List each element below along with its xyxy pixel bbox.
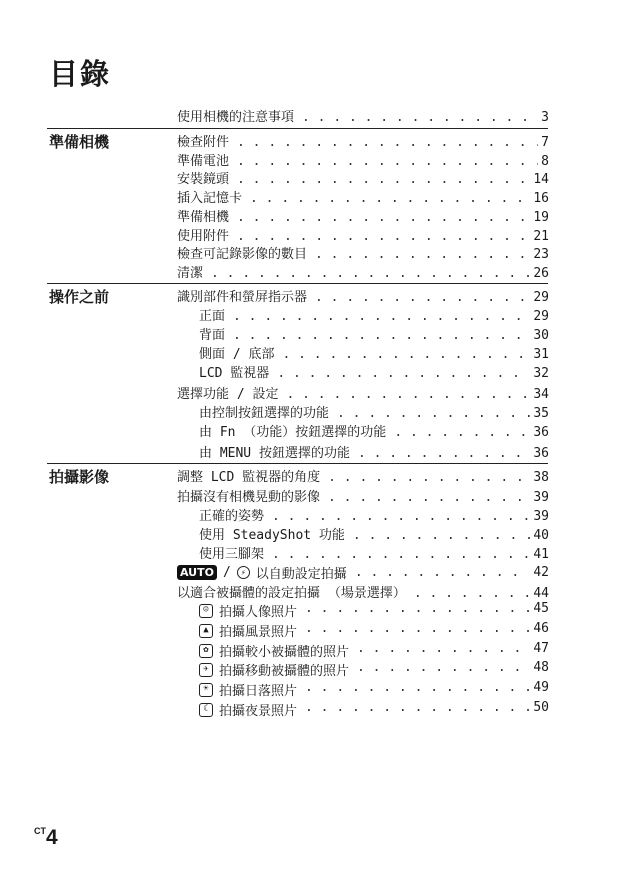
toc-entry-page: 26 bbox=[533, 266, 549, 281]
toc-entry[interactable] bbox=[177, 187, 549, 205]
dot-leader bbox=[233, 328, 530, 343]
toc-entry-label: 清潔 bbox=[177, 266, 204, 281]
toc-entry-page: 39 bbox=[533, 490, 549, 505]
dot-leader bbox=[277, 366, 530, 381]
toc-entry-label: 拍攝夜景照片 bbox=[219, 704, 298, 719]
toc-entry-page: 23 bbox=[533, 247, 549, 262]
section-divider bbox=[47, 463, 548, 464]
toc-entry-label: 檢查附件 bbox=[177, 135, 230, 150]
toc-entry-label: 選擇功能 / 設定 bbox=[177, 387, 279, 402]
toc-entry-label: 拍攝日落照片 bbox=[219, 684, 298, 699]
toc-entry[interactable] bbox=[177, 106, 549, 124]
toc-entry-label: 檢查可記錄影像的數目 bbox=[177, 247, 308, 262]
toc-entry-page: 46 bbox=[533, 621, 549, 636]
toc-entry[interactable] bbox=[177, 243, 549, 261]
toc-entry[interactable] bbox=[177, 150, 549, 168]
toc-entry-label: 拍攝沒有相機晃動的影像 bbox=[177, 490, 321, 505]
toc-entry-label: 調整 LCD 監視器的角度 bbox=[177, 470, 321, 485]
toc-entry-label: 由 MENU 按鈕選擇的功能 bbox=[199, 446, 350, 461]
toc-entry-page: 32 bbox=[533, 366, 549, 381]
separator: / bbox=[222, 565, 231, 580]
section-divider bbox=[47, 283, 548, 284]
dot-leader bbox=[305, 621, 530, 636]
toc-entry-label: 識別部件和螢屏指示器 bbox=[177, 290, 308, 305]
toc-entry-page: 8 bbox=[541, 154, 549, 169]
toc-entry[interactable] bbox=[177, 582, 549, 600]
toc-subentry[interactable] bbox=[199, 421, 549, 439]
toc-entry[interactable] bbox=[177, 286, 549, 304]
toc-entry-page: 36 bbox=[533, 425, 549, 440]
toc-subentry[interactable] bbox=[199, 524, 549, 542]
toc-subentry[interactable] bbox=[199, 660, 549, 678]
toc-entry-page: 48 bbox=[533, 660, 549, 675]
toc-entry-page: 42 bbox=[533, 565, 549, 580]
dot-leader bbox=[357, 641, 530, 656]
toc-entry-label: 使用 SteadyShot 功能 bbox=[199, 528, 345, 543]
toc-subentry[interactable] bbox=[199, 402, 549, 420]
toc-entry-page: 19 bbox=[533, 210, 549, 225]
toc-entry-page: 29 bbox=[533, 309, 549, 324]
section-title-prepare: 準備相機 bbox=[49, 133, 110, 151]
toc-subentry[interactable] bbox=[199, 641, 549, 659]
toc-entry-label: 側面 / 底部 bbox=[199, 347, 275, 362]
dot-leader bbox=[305, 601, 530, 616]
dot-leader bbox=[233, 309, 530, 324]
dot-leader bbox=[414, 586, 531, 601]
toc-entry-page: 14 bbox=[533, 172, 549, 187]
dot-leader bbox=[305, 700, 530, 715]
macro-scene-icon: ✿ bbox=[199, 644, 213, 658]
dot-leader bbox=[328, 490, 530, 505]
dot-leader bbox=[355, 565, 531, 580]
sunset-scene-icon: ☀ bbox=[199, 683, 213, 697]
toc-subentry[interactable] bbox=[199, 305, 549, 323]
dot-leader bbox=[272, 509, 530, 524]
toc-subentry[interactable] bbox=[199, 505, 549, 523]
section-divider bbox=[47, 128, 548, 129]
toc-entry-label: 準備相機 bbox=[177, 210, 230, 225]
toc-subentry[interactable] bbox=[199, 680, 549, 698]
night-view-scene-icon: ☾ bbox=[199, 703, 213, 717]
toc-entry-page: 21 bbox=[533, 229, 549, 244]
dot-leader bbox=[286, 387, 530, 402]
dot-leader bbox=[272, 547, 530, 562]
toc-entry-label: 拍攝較小被攝體的照片 bbox=[219, 645, 350, 660]
toc-entry-page: 36 bbox=[533, 446, 549, 461]
dot-leader bbox=[353, 528, 530, 543]
flash-off-icon: ⚡ bbox=[237, 566, 250, 579]
section-title-shooting: 拍攝影像 bbox=[49, 468, 110, 486]
page-number-prefix: CT bbox=[34, 826, 46, 836]
portrait-scene-icon: ☺ bbox=[199, 604, 213, 618]
toc-subentry[interactable] bbox=[199, 343, 549, 361]
toc-entry-page: 38 bbox=[533, 470, 549, 485]
toc-entry-page: 34 bbox=[533, 387, 549, 402]
toc-entry-page: 40 bbox=[533, 528, 549, 543]
toc-subentry[interactable] bbox=[199, 621, 549, 639]
dot-leader bbox=[250, 191, 530, 206]
toc-entry-label: LCD 監視器 bbox=[199, 366, 270, 381]
toc-entry[interactable] bbox=[177, 168, 549, 186]
toc-subentry[interactable] bbox=[199, 324, 549, 342]
toc-entry-label: 拍攝風景照片 bbox=[219, 625, 298, 640]
toc-entry-label: 使用相機的注意事項 bbox=[177, 110, 295, 125]
dot-leader bbox=[315, 290, 530, 305]
dot-leader bbox=[237, 172, 530, 187]
toc-subentry[interactable] bbox=[199, 362, 549, 380]
dot-leader bbox=[237, 229, 530, 244]
dot-leader bbox=[337, 406, 530, 421]
toc-entry-page: 16 bbox=[533, 191, 549, 206]
dot-leader bbox=[315, 247, 530, 262]
page-number bbox=[34, 826, 58, 850]
toc-entry-page: 29 bbox=[533, 290, 549, 305]
toc-entry-label: 拍攝人像照片 bbox=[219, 605, 298, 620]
toc-entry-label: 以自動設定拍攝 bbox=[255, 567, 347, 582]
toc-entry-label: 使用附件 bbox=[177, 229, 230, 244]
dot-leader bbox=[237, 154, 538, 169]
page-title: 目錄 bbox=[49, 57, 112, 91]
toc-entry-page: 50 bbox=[533, 700, 549, 715]
toc-entry[interactable] bbox=[177, 486, 549, 504]
toc-entry-page: 30 bbox=[533, 328, 549, 343]
toc-entry-page: 35 bbox=[533, 406, 549, 421]
toc-entry-label: 正面 bbox=[199, 309, 226, 324]
toc-entry-page: 7 bbox=[541, 135, 549, 150]
toc-entry-page: 31 bbox=[533, 347, 549, 362]
toc-subentry[interactable] bbox=[199, 442, 549, 460]
toc-entry[interactable] bbox=[177, 225, 549, 243]
sports-scene-icon: ✈ bbox=[199, 663, 213, 677]
dot-leader bbox=[302, 110, 538, 125]
toc-entry-page: 49 bbox=[533, 680, 549, 695]
toc-entry-label: 使用三腳架 bbox=[199, 547, 265, 562]
dot-leader bbox=[357, 660, 530, 675]
toc-entry-page: 44 bbox=[533, 586, 549, 601]
toc-subentry[interactable] bbox=[199, 601, 549, 619]
toc-entry[interactable] bbox=[177, 383, 549, 401]
dot-leader bbox=[237, 135, 538, 150]
dot-leader bbox=[237, 210, 530, 225]
auto-mode-icon: AUTO bbox=[177, 565, 217, 580]
toc-entry-label: 以適合被攝體的設定拍攝 （場景選擇） bbox=[177, 586, 406, 601]
section-title-before-operating: 操作之前 bbox=[49, 288, 110, 306]
toc-entry-page: 41 bbox=[533, 547, 549, 562]
toc-entry-label: 安裝鏡頭 bbox=[177, 172, 230, 187]
toc-entry-label: 插入記憶卡 bbox=[177, 191, 243, 206]
toc-subentry[interactable] bbox=[199, 700, 549, 718]
toc-entry-page: 39 bbox=[533, 509, 549, 524]
toc-entry[interactable] bbox=[177, 262, 549, 280]
dot-leader bbox=[211, 266, 530, 281]
toc-entry-label: 拍攝移動被攝體的照片 bbox=[219, 664, 350, 679]
toc-subentry[interactable] bbox=[199, 543, 549, 561]
toc-entry[interactable] bbox=[177, 206, 549, 224]
toc-entry[interactable] bbox=[177, 131, 549, 149]
toc-entry-page: 45 bbox=[533, 601, 549, 616]
toc-entry[interactable] bbox=[177, 466, 549, 484]
toc-entry-page: 47 bbox=[533, 641, 549, 656]
dot-leader bbox=[328, 470, 530, 485]
toc-entry-auto[interactable] bbox=[177, 563, 549, 581]
dot-leader bbox=[358, 446, 530, 461]
toc-entry-label: 準備電池 bbox=[177, 154, 230, 169]
toc-entry-label: 背面 bbox=[199, 328, 226, 343]
dot-leader bbox=[282, 347, 530, 362]
dot-leader bbox=[305, 680, 530, 695]
toc-entry-label: 由 Fn （功能）按鈕選擇的功能 bbox=[199, 425, 387, 440]
toc-entry-label: 由控制按鈕選擇的功能 bbox=[199, 406, 330, 421]
page-number-value: 4 bbox=[46, 826, 58, 849]
toc-entry-label: 正確的姿勢 bbox=[199, 509, 265, 524]
landscape-scene-icon: ▲ bbox=[199, 624, 213, 638]
toc-entry-page: 3 bbox=[541, 110, 549, 125]
dot-leader bbox=[394, 425, 530, 440]
toc-entry-label-group bbox=[177, 563, 347, 582]
